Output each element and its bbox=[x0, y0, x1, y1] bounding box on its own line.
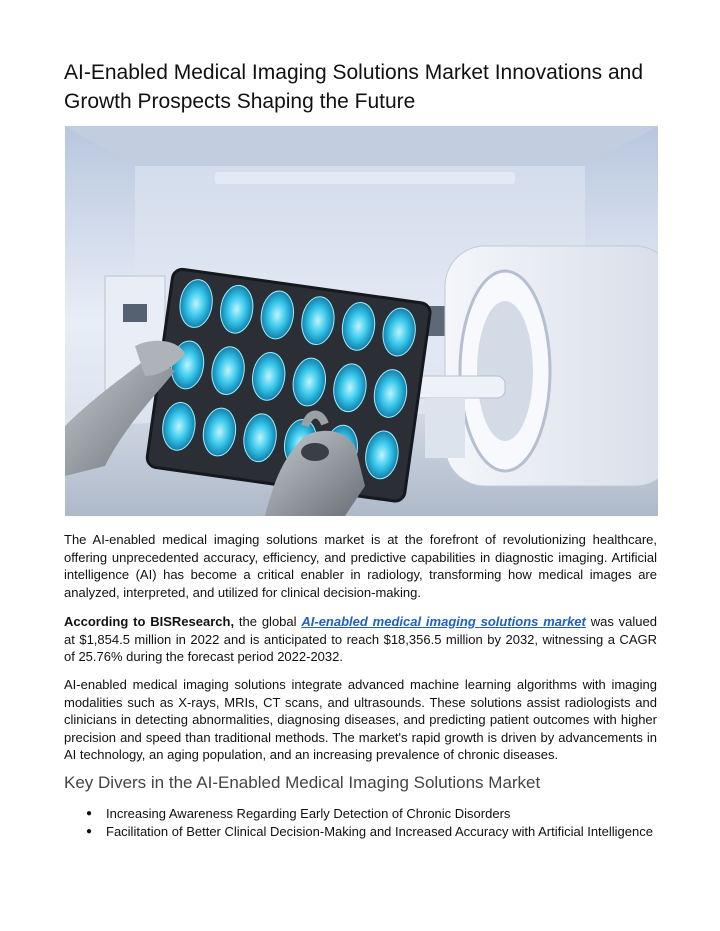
paragraph-text: was valued at $1,854.5 million in 2022 and is anticipated to reach $18,356.5 million by 2032, witnessing a CAGR of 25.76% during the forecast period 2022-2032. bbox=[64, 614, 657, 665]
source-lead: According to BISResearch, bbox=[64, 614, 235, 629]
list-item: ● Increasing Awareness Regarding Early Detection of Chronic Disorders bbox=[64, 805, 658, 823]
section-heading: Key Divers in the AI-Enabled Medical Imaging Solutions Market bbox=[64, 773, 541, 792]
intro-paragraph: The AI-enabled medical imaging solutions market is at the forefront of revolutionizing healthcare, offering unprecedented accuracy, efficiency, and predictive capabilities in diagnostic imaging. Artificial intelligence (AI) has become a critical enabler in radiology, transforming how medical images are analyzed, interpreted, and utilized for clinical decision-making. bbox=[64, 532, 657, 600]
mri-room-robot-hands-brain-scans-photo bbox=[65, 126, 658, 516]
market-size-paragraph bbox=[64, 613, 657, 666]
list-item: ● Facilitation of Better Clinical Decision-Making and Increased Accuracy with Artificial Intelligence bbox=[64, 823, 658, 841]
drivers-list bbox=[64, 805, 658, 841]
page-title: AI-Enabled Medical Imaging Solutions Market Innovations and Growth Prospects Shaping the Future bbox=[64, 61, 643, 113]
hero-image bbox=[65, 126, 658, 516]
solutions-paragraph: AI-enabled medical imaging solutions integrate advanced machine learning algorithms with imaging modalities such as X-rays, MRIs, CT scans, and ultrasounds. These solutions assist radiologists and clinicians in detecting abnormalities, diagnosing diseases, and predicting patient outcomes with higher precision and speed than traditional methods. The market's rapid growth is driven by advancements in AI technology, an aging population, and an increasing prevalence of chronic diseases. bbox=[64, 677, 657, 763]
market-report-link[interactable]: AI-enabled medical imaging solutions market bbox=[301, 614, 586, 629]
paragraph-text: the global bbox=[234, 614, 302, 629]
